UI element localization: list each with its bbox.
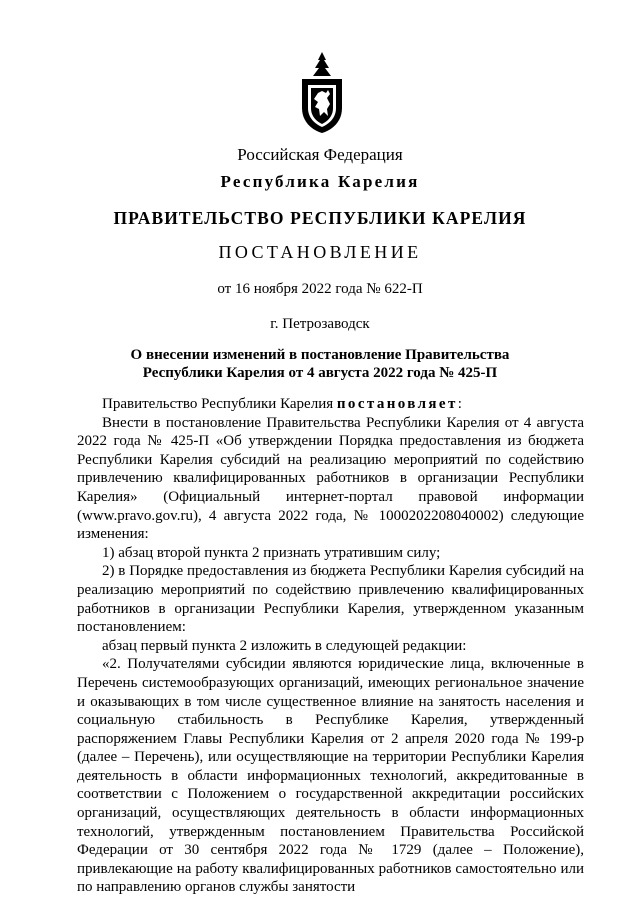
body-paragraph: «2. Получателями субсидии являются юридические лица, включенные в Перечень системообразующих организаций, имеющих региональное значение и оказывающих в том числе существенное влияние на занятость населения и социальную стабильность в Республике Карелия, утвержденный распоряжением Главы Республики Карелия от 2 апреля 2020 года № 199-р (далее – Перечень), или осуществляющие на территории Республики Карелия деятельность в области информационных технологий, аккредитованные в соответствии с Положением о государственной аккредитации российских организаций, осуществляющих деятельность в области информационных технологий, утвержденным постановлением Правительства Российской Федерации от 30 сентября 2022 года № 1729 (далее – Положение), привлекающие на работу квалифицированных работников самостоятельно или по направлению органов службы занятости [77,656,584,896]
document-subject [0,346,640,382]
government-title: ПРАВИТЕЛЬСТВО РЕСПУБЛИКИ КАРЕЛИЯ [113,208,527,228]
body-paragraph: 2) в Порядке предоставления из бюджета Республики Карелия субсидий на реализацию мероприятий по содействию привлечению квалифицированных работников в организации Республики Карелия, утвержденном указанным постановлением: [77,563,584,636]
subject-line-2: Республики Карелия от 4 августа 2022 года № 425-П [142,365,498,381]
subject-line-1: О внесении изменений в постановление Правительства [130,347,510,363]
city: г. Петрозаводск [270,316,370,332]
preamble-colon: : [457,396,462,412]
body-paragraph: Внести в постановление Правительства Республики Карелия от 4 августа 2022 года № 425-П «Об утверждении Порядка предоставления из бюджета Республики Карелия субсидий на реализацию мероприятий по содействию привлечению квалифицированных работников в организации Республики Карелия» (Официальный интернет-портал правовой информации (www.pravo.gov.ru), 4 августа 2022 года, № 1000202208040002) следующие изменения: [77,414,584,543]
federation-title: Российская Федерация [237,145,403,164]
preamble-paragraph [77,395,584,414]
preamble-lead: Правительство Республики Карелия [102,396,337,412]
republic-title: Республика Карелия [220,172,420,191]
preamble-emphasis: постановляет [336,396,458,412]
date-number: от 16 ноября 2022 года № 622-П [217,281,423,297]
body-paragraph: абзац первый пункта 2 изложить в следующей редакции: [102,637,467,654]
document-body [77,395,584,897]
document-type: ПОСТАНОВЛЕНИЕ [218,242,422,262]
body-paragraph: 1) абзац второй пункта 2 признать утратившим силу; [102,544,441,561]
karelia-coat-of-arms-icon [299,52,345,134]
